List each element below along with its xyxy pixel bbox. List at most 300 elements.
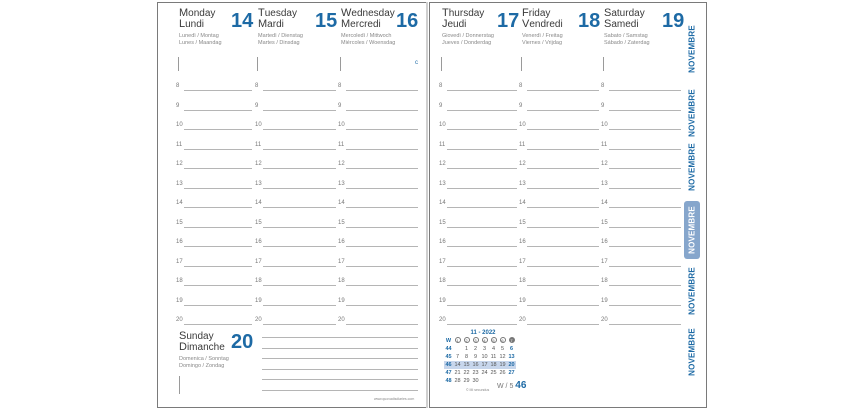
hour-label: 10 [601, 122, 608, 128]
hour-row[interactable] [519, 239, 599, 249]
hour-line [346, 246, 418, 247]
hour-line [346, 90, 418, 91]
hour-row[interactable] [255, 200, 336, 210]
hour-row[interactable] [338, 298, 418, 308]
hour-label: 12 [439, 161, 446, 167]
hour-line [609, 90, 681, 91]
hour-row[interactable] [338, 161, 418, 171]
mini-cal-header [507, 337, 516, 345]
hour-row[interactable] [439, 122, 517, 132]
hour-row[interactable] [439, 142, 517, 152]
hour-row[interactable] [601, 298, 681, 308]
hour-line [184, 266, 252, 267]
day-translation-2: Viernes / Vrijdag [522, 40, 563, 46]
hour-row[interactable] [255, 317, 336, 327]
hour-line [346, 129, 418, 130]
day-header [258, 8, 338, 78]
day-number: 19 [662, 10, 685, 32]
hour-row[interactable] [176, 103, 252, 113]
hour-label: 8 [519, 83, 523, 89]
month-tab[interactable] [684, 262, 700, 320]
hour-label: 18 [255, 278, 262, 284]
hour-label: 19 [519, 297, 526, 304]
month-tab[interactable] [684, 84, 700, 142]
mini-cal-day-circle: 7 [510, 338, 513, 343]
hour-line [263, 90, 336, 91]
mini-cal-date: 12 [499, 354, 506, 360]
hour-line [263, 324, 336, 325]
sunday-note-line [262, 348, 418, 349]
hour-label: 13 [601, 180, 608, 187]
hour-row[interactable] [601, 83, 681, 93]
hour-label: 15 [176, 219, 183, 226]
hour-line [263, 266, 336, 267]
mini-cal-date: 17 [481, 362, 488, 368]
day-number: 17 [497, 10, 520, 32]
hour-label: 18 [601, 278, 608, 284]
hour-line [609, 285, 681, 286]
hour-row[interactable] [601, 122, 681, 132]
hour-line [447, 227, 517, 228]
mini-cal-date [480, 377, 489, 385]
hour-row[interactable] [338, 122, 418, 132]
hour-label: 14 [338, 200, 345, 206]
month-tab[interactable] [684, 201, 700, 259]
hour-line [447, 285, 517, 286]
hour-line [447, 266, 517, 267]
hour-line [447, 305, 517, 306]
mini-cal-date [453, 345, 462, 353]
day-name-en: Friday [522, 7, 551, 19]
day-translation-2: Lunes / Maandag [179, 40, 222, 46]
hour-row[interactable] [519, 200, 599, 210]
mini-cal-date: 7 [455, 354, 460, 360]
sunday-margin-bar [179, 376, 180, 394]
hour-line [346, 188, 418, 189]
hour-row[interactable] [439, 181, 517, 191]
hour-label: 8 [176, 83, 180, 89]
hour-label: 16 [601, 239, 608, 245]
hour-row[interactable] [519, 161, 599, 171]
hour-label: 20 [601, 317, 608, 323]
mini-calendar-title: 11 - 2022 [470, 330, 496, 336]
hour-row[interactable] [338, 200, 418, 210]
month-tab-label: NOVEMBRE [687, 143, 697, 191]
hour-row[interactable] [601, 317, 681, 327]
hour-line [447, 149, 517, 150]
hour-label: 11 [255, 141, 262, 148]
hour-line [447, 110, 517, 111]
day-number: 18 [578, 10, 601, 32]
hour-line [346, 149, 418, 150]
hour-label: 16 [338, 239, 345, 245]
hour-line [184, 285, 252, 286]
hour-label: 19 [176, 297, 183, 304]
mini-cal-date: 26 [499, 370, 506, 376]
sunday-translations [179, 356, 259, 370]
sunday-translation-2: Domingo / Zondag [179, 363, 225, 369]
day-header [442, 8, 522, 78]
day-header [341, 8, 421, 78]
mini-cal-date: 16 [472, 362, 479, 368]
hour-row[interactable] [255, 83, 336, 93]
day-margin-bar [340, 57, 341, 71]
mini-cal-header: W [445, 338, 452, 344]
hour-row[interactable] [176, 181, 252, 191]
day-name-en: Wednesday [341, 7, 395, 19]
hour-row[interactable] [519, 278, 599, 288]
day-translation-2: Martes / Dinsdag [258, 40, 300, 46]
mini-cal-week: 47 [445, 370, 452, 376]
hour-line [263, 305, 336, 306]
hour-row[interactable] [255, 181, 336, 191]
mini-cal-date: 21 [454, 370, 461, 376]
hour-row[interactable] [439, 259, 517, 269]
hour-label: 19 [601, 297, 608, 304]
hour-label: 17 [601, 258, 608, 265]
hour-row[interactable] [601, 161, 681, 171]
sunday-note-line [262, 390, 418, 391]
day-name-en: Tuesday [258, 7, 297, 19]
hour-line [527, 129, 599, 130]
hour-label: 18 [176, 278, 183, 284]
mini-cal-date: 5 [500, 346, 505, 352]
hour-row[interactable] [601, 142, 681, 152]
hour-label: 20 [519, 317, 526, 323]
mini-cal-date: 23 [472, 370, 479, 376]
mini-cal-day-circle: 6 [501, 338, 504, 343]
hour-row[interactable] [519, 83, 599, 93]
mini-cal-date: 10 [481, 354, 488, 360]
hour-row[interactable] [439, 161, 517, 171]
hour-label: 15 [601, 219, 608, 226]
hour-line [527, 324, 599, 325]
hour-label: 15 [338, 219, 345, 226]
day-name-fr: Mardi [258, 18, 284, 30]
hour-row[interactable] [338, 317, 418, 327]
hour-row[interactable] [601, 103, 681, 113]
mini-cal-date: 6 [509, 346, 514, 352]
hour-row[interactable] [176, 220, 252, 230]
mini-cal-day-circle: 5 [492, 338, 495, 343]
day-number: 14 [231, 10, 254, 32]
mini-cal-header [489, 337, 498, 345]
hour-row[interactable] [519, 122, 599, 132]
hour-line [609, 305, 681, 306]
month-tab[interactable] [684, 138, 700, 196]
hour-line [447, 168, 517, 169]
hour-label: 10 [439, 122, 446, 128]
hour-label: 13 [519, 180, 526, 187]
hour-row[interactable] [338, 239, 418, 249]
mini-cal-date: 1 [464, 346, 469, 352]
hour-line [346, 285, 418, 286]
hour-line [527, 207, 599, 208]
hour-row[interactable] [255, 298, 336, 308]
hour-line [527, 227, 599, 228]
hour-label: 15 [255, 219, 262, 226]
day-translations [258, 33, 338, 47]
hour-label: 13 [338, 180, 345, 187]
day-translation-1: Martedì / Dienstag [258, 33, 303, 39]
hour-label: 12 [338, 161, 345, 167]
day-translations [179, 33, 259, 47]
hour-line [527, 168, 599, 169]
hour-line [184, 246, 252, 247]
sunday-name-en: Sunday [179, 330, 214, 342]
hour-label: 9 [176, 102, 180, 109]
hour-row[interactable] [439, 220, 517, 230]
hour-row[interactable] [519, 181, 599, 191]
hour-line [184, 129, 252, 130]
mini-cal-date: 19 [499, 362, 506, 368]
hour-label: 11 [338, 141, 345, 148]
footer-note: © Mi secundus [466, 388, 490, 392]
hour-row[interactable] [255, 161, 336, 171]
hour-line [527, 246, 599, 247]
month-tab-label: NOVEMBRE [687, 25, 697, 73]
hour-line [346, 110, 418, 111]
hour-line [263, 110, 336, 111]
hour-row[interactable] [519, 317, 599, 327]
hour-line [609, 110, 681, 111]
day-name-fr: Jeudi [442, 18, 467, 30]
website-text: www.quovadisdiaries.com [374, 397, 415, 401]
hour-line [447, 207, 517, 208]
month-tab-label: NOVEMBRE [687, 206, 697, 254]
hour-label: 14 [176, 200, 183, 206]
hour-row[interactable] [601, 181, 681, 191]
hour-line [184, 90, 252, 91]
hour-row[interactable] [338, 142, 418, 152]
month-tab-label: NOVEMBRE [687, 89, 697, 137]
hour-row[interactable] [338, 103, 418, 113]
hour-label: 10 [176, 122, 183, 128]
hour-line [263, 227, 336, 228]
hour-line [609, 324, 681, 325]
hour-row[interactable] [176, 142, 252, 152]
hour-label: 17 [338, 258, 345, 265]
day-name-fr: Vendredi [522, 18, 563, 30]
mini-calendar [444, 330, 516, 385]
hour-label: 19 [255, 297, 262, 304]
month-tab-label: NOVEMBRE [687, 328, 697, 376]
sunday-note-line [262, 337, 418, 338]
mini-cal-date: 29 [463, 378, 470, 384]
day-translation-1: Giovedì / Donnerstag [442, 33, 494, 39]
mini-cal-date: 28 [454, 378, 461, 384]
hour-label: 13 [176, 180, 183, 187]
hour-line [263, 246, 336, 247]
hour-label: 9 [519, 102, 523, 109]
day-translation-1: Mercoledì / Mittwoch [341, 33, 392, 39]
hour-row[interactable] [255, 220, 336, 230]
hour-label: 15 [439, 219, 446, 226]
hour-line [184, 207, 252, 208]
hour-row[interactable] [439, 103, 517, 113]
hour-label: 12 [255, 161, 262, 167]
day-number: 15 [315, 10, 338, 32]
day-header [604, 8, 684, 78]
hour-line [609, 246, 681, 247]
hour-row[interactable] [338, 278, 418, 288]
hour-row[interactable] [601, 220, 681, 230]
day-margin-bar [257, 57, 258, 71]
hour-row[interactable] [519, 220, 599, 230]
hour-row[interactable] [439, 239, 517, 249]
day-header [179, 8, 259, 78]
mini-cal-header [462, 337, 471, 345]
hour-label: 8 [439, 83, 443, 89]
hour-row[interactable] [439, 298, 517, 308]
hour-line [263, 168, 336, 169]
mini-cal-day-circle: 1 [456, 338, 459, 343]
mini-cal-header [480, 337, 489, 345]
hour-line [263, 207, 336, 208]
mini-cal-date: 2 [473, 346, 478, 352]
hour-row[interactable] [255, 103, 336, 113]
mini-cal-header [498, 337, 507, 345]
hour-row[interactable] [176, 200, 252, 210]
hour-row[interactable] [176, 83, 252, 93]
day-translation-2: Miércoles / Woensdag [341, 40, 396, 46]
day-margin-bar [178, 57, 179, 71]
hour-row[interactable] [176, 161, 252, 171]
hour-row[interactable] [338, 83, 418, 93]
hour-row[interactable] [519, 298, 599, 308]
hour-row[interactable] [255, 239, 336, 249]
day-translation-2: Sábado / Zaterdag [604, 40, 650, 46]
hour-row[interactable] [255, 142, 336, 152]
hour-label: 18 [519, 278, 526, 284]
hour-row[interactable] [176, 298, 252, 308]
hour-label: 11 [176, 141, 183, 148]
hour-label: 10 [255, 122, 262, 128]
hour-line [184, 110, 252, 111]
hour-line [447, 324, 517, 325]
day-translation-1: Venerdì / Freitag [522, 33, 563, 39]
sunday-note-line [262, 358, 418, 359]
hour-row[interactable] [439, 317, 517, 327]
hour-row[interactable] [519, 103, 599, 113]
hour-label: 10 [519, 122, 526, 128]
hour-row[interactable] [601, 239, 681, 249]
month-tab-label: NOVEMBRE [687, 267, 697, 315]
hour-row[interactable] [601, 259, 681, 269]
hour-label: 20 [176, 317, 183, 323]
month-tab[interactable] [684, 323, 700, 381]
day-translations [341, 33, 421, 47]
mini-cal-date: 4 [491, 346, 496, 352]
mini-cal-week: 46 [445, 362, 452, 368]
hour-label: 16 [519, 239, 526, 245]
hour-label: 19 [439, 297, 446, 304]
mini-cal-day-circle: 3 [474, 338, 477, 343]
hour-line [184, 227, 252, 228]
hour-row[interactable] [176, 259, 252, 269]
hour-line [447, 188, 517, 189]
hour-row[interactable] [601, 278, 681, 288]
hour-row[interactable] [255, 278, 336, 288]
hour-row[interactable] [176, 278, 252, 288]
hour-row[interactable] [439, 83, 517, 93]
mini-cal-header [453, 337, 462, 345]
day-translation-2: Jueves / Donderdag [442, 40, 492, 46]
hour-label: 20 [439, 317, 446, 323]
day-name-fr: Mercredi [341, 18, 381, 30]
day-translations [522, 33, 602, 47]
hour-row[interactable] [338, 220, 418, 230]
sunday-name-fr: Dimanche [179, 341, 225, 353]
hour-row[interactable] [519, 259, 599, 269]
sunday-number: 20 [231, 331, 254, 353]
mini-cal-day-circle: 4 [483, 338, 486, 343]
day-translation-1: Sabato / Samstag [604, 33, 648, 39]
day-name-fr: Lundi [179, 18, 205, 30]
mini-cal-date: 24 [481, 370, 488, 376]
hour-line [609, 207, 681, 208]
hour-line [263, 285, 336, 286]
hour-row[interactable] [176, 122, 252, 132]
hour-label: 8 [601, 83, 605, 89]
hour-row[interactable] [338, 259, 418, 269]
hour-label: 11 [601, 141, 608, 148]
mini-calendar-grid [444, 337, 516, 385]
hour-line [346, 305, 418, 306]
hour-line [346, 324, 418, 325]
hour-line [263, 129, 336, 130]
mini-cal-date: 3 [482, 346, 487, 352]
hour-label: 10 [338, 122, 345, 128]
hour-row[interactable] [176, 239, 252, 249]
hour-line [263, 188, 336, 189]
hour-line [346, 266, 418, 267]
month-tab[interactable] [684, 20, 700, 78]
hour-line [527, 110, 599, 111]
hour-label: 12 [519, 161, 526, 167]
hour-row[interactable] [519, 142, 599, 152]
hour-label: 20 [338, 317, 345, 323]
week-number: 46 [515, 380, 527, 391]
hour-label: 8 [338, 83, 342, 89]
hour-label: 14 [601, 200, 608, 206]
hour-label: 14 [255, 200, 262, 206]
hour-label: 14 [439, 200, 446, 206]
day-name-en: Monday [179, 7, 216, 19]
day-translations [604, 33, 684, 47]
hour-line [346, 168, 418, 169]
mini-cal-date: 22 [463, 370, 470, 376]
hour-line [263, 149, 336, 150]
hour-row[interactable] [439, 200, 517, 210]
hour-line [184, 324, 252, 325]
hour-row[interactable] [439, 278, 517, 288]
week-prefix: W / 5 [497, 383, 514, 390]
hour-row[interactable] [255, 259, 336, 269]
day-translations [442, 33, 522, 47]
hour-row[interactable] [255, 122, 336, 132]
mini-cal-week: 48 [445, 378, 452, 384]
hour-line [184, 168, 252, 169]
hour-row[interactable] [176, 317, 252, 327]
hour-label: 16 [176, 239, 183, 245]
hour-line [447, 90, 517, 91]
hour-row[interactable] [601, 200, 681, 210]
hour-label: 17 [519, 258, 526, 265]
hour-row[interactable] [338, 181, 418, 191]
hour-label: 8 [255, 83, 259, 89]
hour-label: 17 [255, 258, 262, 265]
